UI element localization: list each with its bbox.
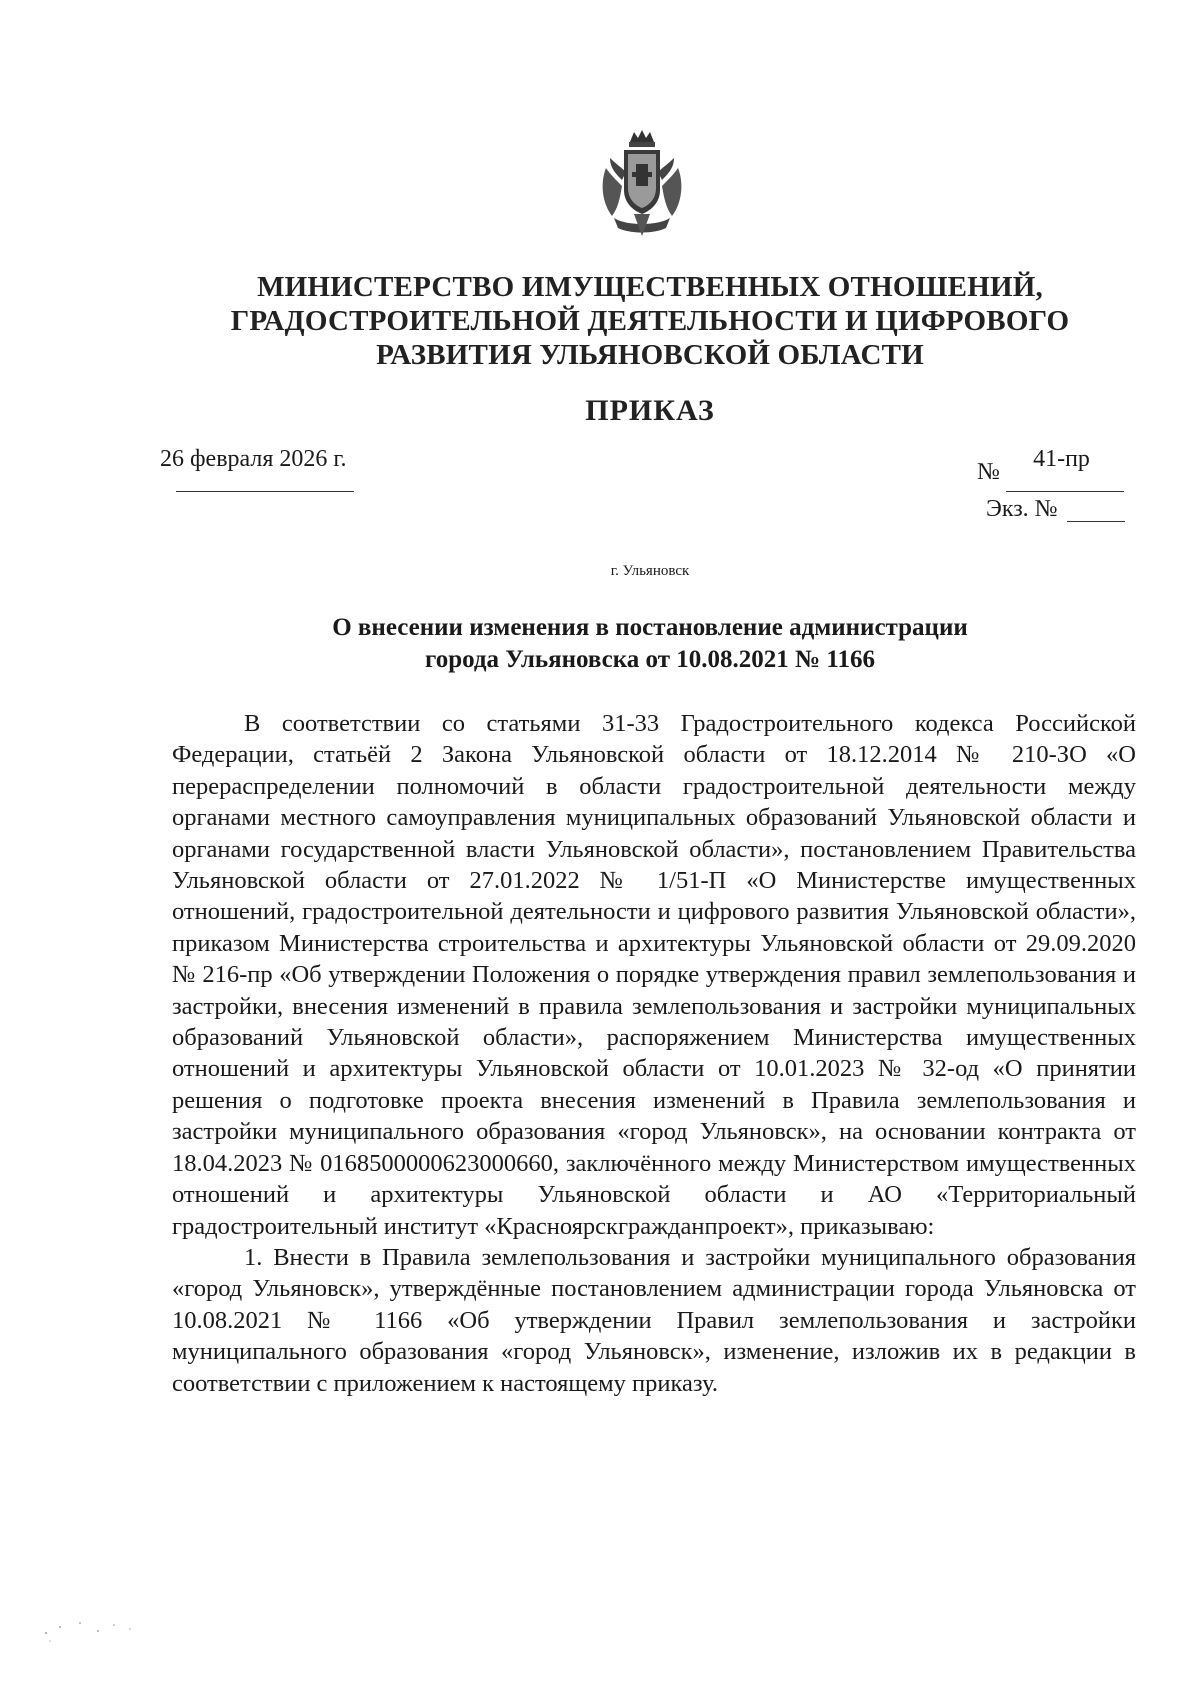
scan-artifact	[40, 1615, 160, 1645]
copy-number-underline	[1067, 521, 1125, 522]
copy-number-label: Экз. №	[986, 496, 1058, 522]
ministry-line: РАЗВИТИЯ УЛЬЯНОВСКОЙ ОБЛАСТИ	[376, 339, 924, 371]
document-date: 26 февраля 2026 г.	[160, 446, 347, 472]
ministry-name	[200, 270, 1100, 372]
ministry-line: ГРАДОСТРОИТЕЛЬНОЙ ДЕЯТЕЛЬНОСТИ И ЦИФРОВОГО	[230, 305, 1070, 337]
ministry-line: МИНИСТЕРСТВО ИМУЩЕСТВЕННЫХ ОТНОШЕНИЙ,	[257, 271, 1043, 303]
document-subject	[250, 612, 1050, 676]
document-number: 41-пр	[1033, 446, 1090, 472]
subject-line: О внесении изменения в постановление администрации	[332, 614, 968, 641]
document-type-title: ПРИКАЗ	[585, 394, 715, 427]
date-underline	[176, 491, 354, 492]
issue-city: г. Ульяновск	[610, 563, 690, 579]
number-label: №	[977, 459, 1000, 485]
number-underline	[1006, 491, 1124, 492]
coat-of-arms-icon	[596, 128, 688, 238]
subject-line: города Ульяновска от 10.08.2021 № 1166	[424, 646, 875, 673]
body-paragraph-item-1: 1. Внести в Правила землепользования и застройки муниципального образования «город Ульяновск», утверждённые постановлением администрации города Ульяновска от 10.08.2021 № 1166 «Об утверждении Правил землепользования и застройки муниципального образования «город Ульяновск», изменение, изложив их в редакции в соответствии с приложением к настоящему приказу.	[172, 1243, 1136, 1397]
body-paragraph-preamble: В соответствии со статьями 31-33 Градостроительного кодекса Российской Федерации, статьёй 2 Закона Ульяновской области от 18.12.2014 № 210-ЗО «О перераспределении полномочий в области градостроительной деятельности между органами местного самоуправления муниципальных образований Ульяновской области и органами государственной власти Ульяновской области», постановлением Правительства Ульяновской области от 27.01.2022 № 1/51-П «О Министерстве имущественных отношений, градостроительной деятельности и цифрового развития Ульяновской области», приказом Министерства строительства и архитектуры Ульяновской области от 29.09.2020 № 216-пр «Об утверждении Положения о порядке утверждения правил землепользования и застройки, внесения изменений в правила землепользования и застройки муниципальных образований Ульяновской области», распоряжением Министерства имущественных отношений и архитектуры Ульяновской области от 10.01.2023 № 32-од «О принятии решения о подготовке проекта внесения изменений в Правила землепользования и застройки муниципального образования «город Ульяновск», на основании контракта от 18.04.2023 № 0168500000623000660, заключённого между Министерством имущественных отношений и архитектуры Ульяновской области и АО «Территориальный градостроительный институт «Красноярскгражданпроект», приказываю:	[172, 710, 1136, 1240]
document-body	[172, 708, 1136, 1399]
